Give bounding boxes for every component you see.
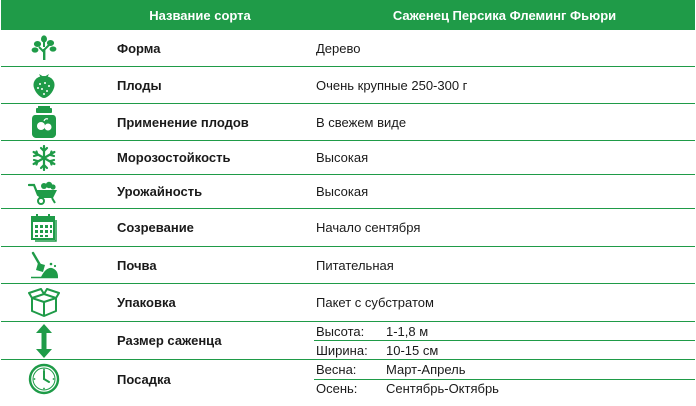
height-label: Высота: — [316, 323, 365, 339]
header-name-column: Название сорта — [149, 7, 251, 23]
wheelbarrow-icon — [1, 175, 86, 208]
row-label: Созревание — [117, 220, 194, 235]
row-label: Почва — [117, 257, 157, 273]
autumn-subrow — [314, 379, 695, 399]
row-value: Высокая — [316, 184, 369, 199]
size-values — [314, 322, 695, 359]
box-icon — [1, 284, 86, 321]
tree-icon — [1, 30, 86, 66]
spring-value: Март-Апрель — [386, 361, 466, 377]
calendar-icon — [1, 209, 86, 246]
table-row-planting — [1, 360, 695, 398]
autumn-label: Осень: — [316, 381, 358, 397]
row-label: Размер саженца — [117, 333, 222, 348]
spring-subrow — [314, 360, 695, 379]
table-row-package — [1, 284, 695, 322]
strawberry-icon — [1, 67, 86, 103]
width-label: Ширина: — [316, 342, 368, 358]
header-value-column: Саженец Персика Флеминг Фьюри — [392, 7, 617, 23]
row-value: Пакет с субстратом — [316, 295, 434, 310]
row-label: Плоды — [117, 77, 162, 93]
row-label: Урожайность — [117, 184, 203, 199]
characteristics-table — [1, 0, 695, 398]
table-row-usage — [1, 104, 695, 141]
planting-values — [314, 360, 695, 398]
width-value: 10-15 см — [386, 342, 439, 358]
height-value: 1-1,8 м — [386, 323, 429, 339]
row-label: Применение плодов — [117, 114, 249, 130]
spring-label: Весна: — [316, 361, 357, 377]
table-row-form — [1, 30, 695, 67]
row-value: Очень крупные 250-300 г — [316, 77, 468, 93]
row-label: Форма — [117, 40, 161, 56]
table-row-frost — [1, 141, 695, 175]
table-row-size — [1, 322, 695, 360]
clock-icon — [1, 360, 86, 398]
jam-jar-icon — [1, 104, 86, 140]
width-subrow — [314, 340, 695, 359]
table-row-yield — [1, 175, 695, 209]
row-label: Посадка — [117, 371, 171, 387]
table-row-ripening — [1, 209, 695, 247]
row-value: Начало сентября — [316, 220, 421, 235]
shovel-soil-icon — [1, 247, 86, 283]
snowflake-icon — [1, 141, 86, 174]
row-value: Питательная — [316, 257, 394, 273]
height-subrow — [314, 322, 695, 340]
row-value: В свежем виде — [316, 114, 407, 130]
table-header — [1, 0, 695, 30]
table-row-soil — [1, 247, 695, 284]
autumn-value: Сентябрь-Октябрь — [386, 381, 499, 397]
row-value: Высокая — [316, 150, 369, 165]
vertical-arrows-icon — [1, 322, 86, 359]
row-label: Морозостойкость — [117, 150, 231, 165]
table-row-fruits — [1, 67, 695, 104]
row-value: Дерево — [316, 40, 361, 56]
row-label: Упаковка — [117, 295, 176, 310]
